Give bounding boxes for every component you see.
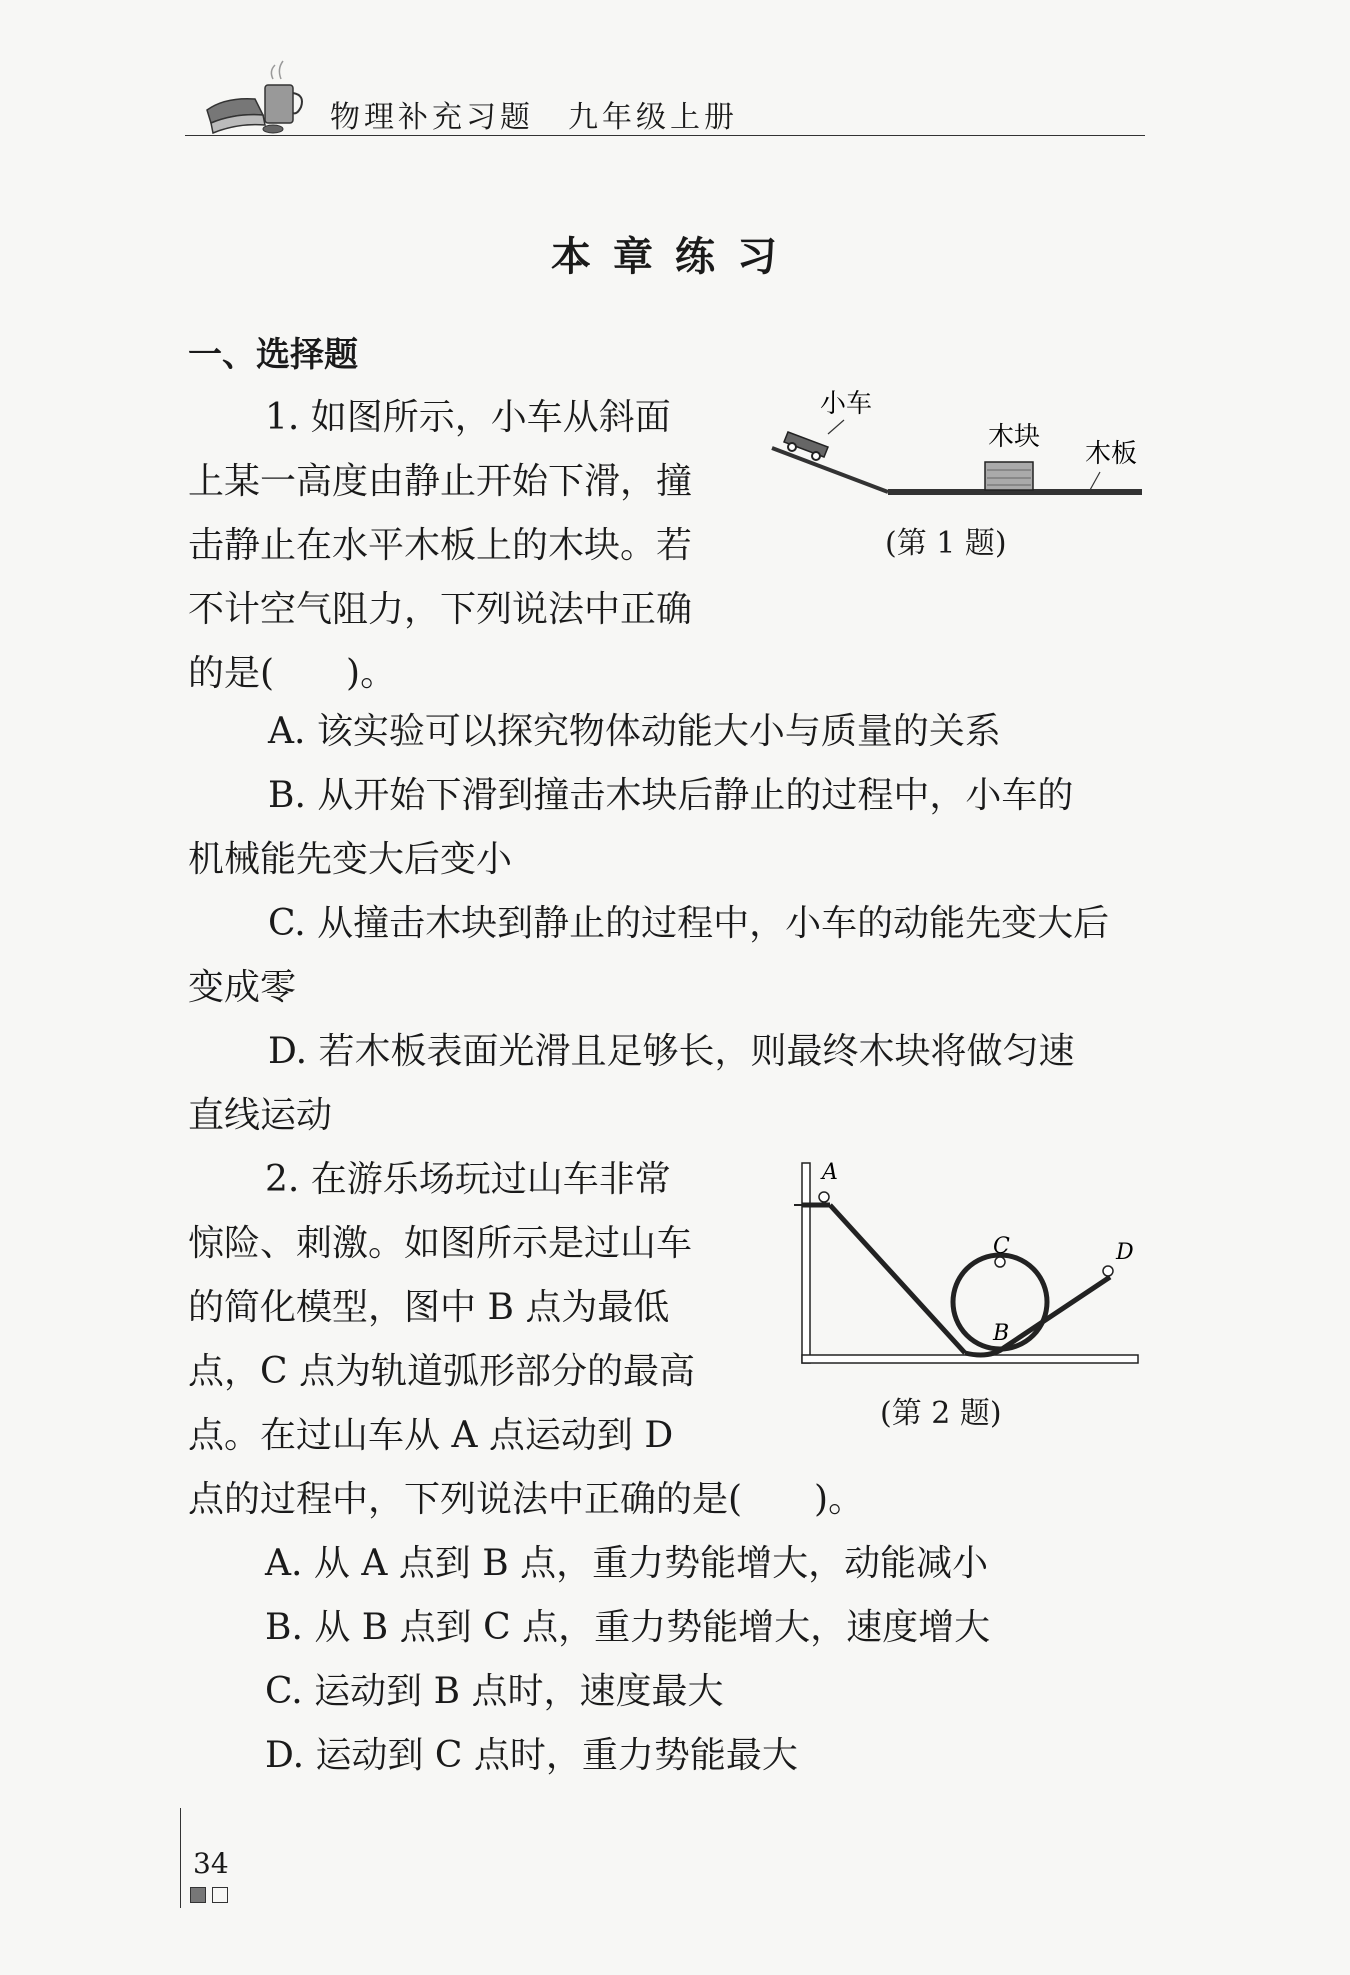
- label-b: B: [993, 1321, 1010, 1346]
- q2-line-4: 点，C 点为轨道弧形部分的最高: [188, 1351, 695, 1392]
- q2-line-2: 惊险、刺激。如图所示是过山车: [188, 1223, 693, 1264]
- q1-option-c: C. 从撞击木块到静止的过程中，小车的动能先变大后: [268, 903, 1110, 944]
- q1-option-b-cont: 机械能先变大后变小: [188, 839, 513, 880]
- q1-line-5: 的是( )。: [188, 653, 397, 694]
- q1-caption: (第 1 题): [885, 526, 1007, 561]
- q1-option-d-cont: 直线运动: [188, 1095, 333, 1136]
- q2-caption: (第 2 题): [880, 1396, 1002, 1431]
- label-c: C: [993, 1234, 1010, 1259]
- empty-square-icon: [212, 1887, 228, 1903]
- q2-line-3: 的简化模型，图中 B 点为最低: [188, 1287, 670, 1328]
- label-d: D: [1116, 1240, 1134, 1265]
- q1-line-3: 击静止在水平木板上的木块。若: [188, 525, 693, 566]
- q2-option-a: A. 从 A 点到 B 点，重力势能增大，动能减小: [265, 1543, 989, 1584]
- q2-line-5: 点。在过山车从 A 点运动到 D: [188, 1415, 674, 1456]
- chapter-title: 本章练习: [551, 234, 799, 280]
- q2-line-6: 点的过程中，下列说法中正确的是( )。: [188, 1479, 865, 1520]
- label-board: 木板: [1085, 439, 1138, 469]
- header-title: 物理补充习题 九年级上册: [330, 100, 738, 135]
- label-block: 木块: [988, 422, 1041, 452]
- page-number: 34: [193, 1847, 229, 1880]
- q1-figure: [770, 390, 1150, 520]
- q1-option-a: A. 该实验可以探究物体动能大小与质量的关系: [268, 711, 1001, 752]
- filled-square-icon: [190, 1887, 206, 1903]
- page-number-rule: [180, 1808, 181, 1908]
- q1-line-1: 1. 如图所示，小车从斜面: [265, 397, 671, 438]
- label-a: A: [822, 1160, 838, 1185]
- label-car: 小车: [820, 390, 873, 419]
- header-rule: [185, 135, 1145, 136]
- wood-block-icon: [985, 462, 1033, 490]
- q2-line-1: 2. 在游乐场玩过山车非常: [265, 1159, 671, 1200]
- q1-line-4: 不计空气阻力，下列说法中正确: [188, 589, 693, 630]
- q2-figure: [790, 1155, 1150, 1375]
- section-title: 一、选择题: [188, 335, 358, 375]
- q1-line-2: 上某一高度由静止开始下滑，撞: [188, 461, 693, 502]
- q1-option-d: D. 若木板表面光滑且足够长，则最终木块将做匀速: [268, 1031, 1075, 1072]
- q2-option-d: D. 运动到 C 点时，重力势能最大: [265, 1735, 798, 1776]
- q1-option-b: B. 从开始下滑到撞击木块后静止的过程中，小车的: [268, 775, 1074, 816]
- books-and-cup-icon: [205, 55, 315, 135]
- q1-option-c-cont: 变成零: [188, 967, 297, 1008]
- q2-option-b: B. 从 B 点到 C 点，重力势能增大，速度增大: [265, 1607, 991, 1648]
- q2-option-c: C. 运动到 B 点时，速度最大: [265, 1671, 724, 1712]
